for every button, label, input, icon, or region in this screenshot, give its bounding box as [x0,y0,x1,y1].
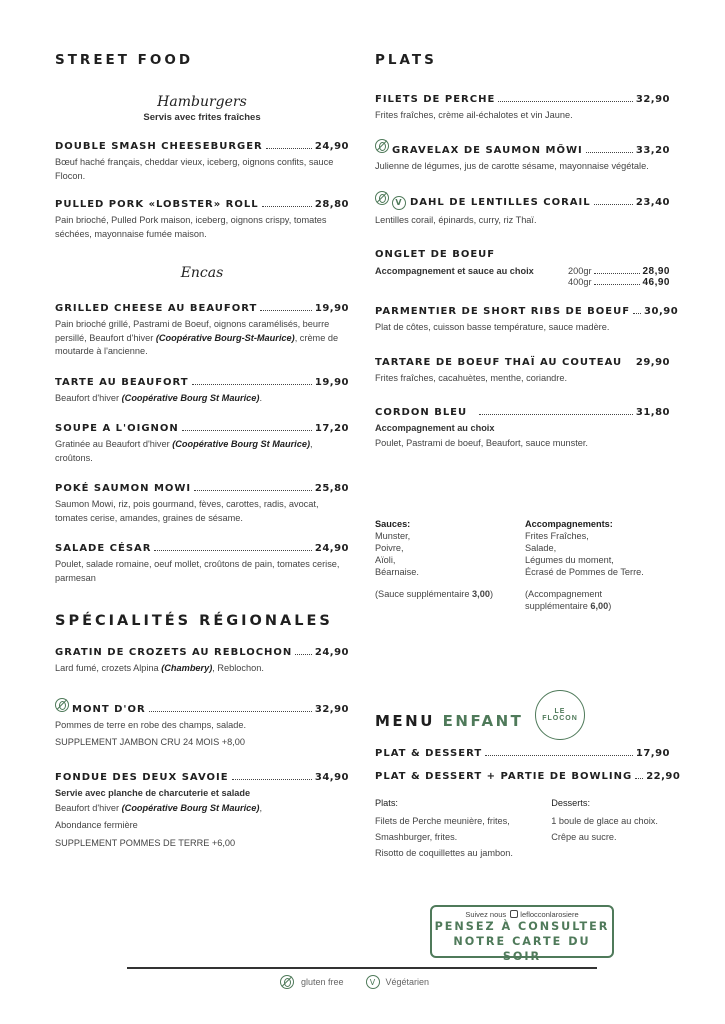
specialites-title: SPÉCIALITÉS RÉGIONALES [55,613,333,629]
sauces-section [375,518,675,612]
item-desc: Bœuf haché français, cheddar vieux, iceberg, oignons confits, sauce Flocon. [55,157,334,181]
item-price: 32,90 [635,94,670,105]
item-price: 24,90 [314,141,349,152]
sauces-title: Sauces: [375,519,411,529]
item-name: SOUPE A L'OIGNON [55,423,179,434]
leader-dots [635,778,643,779]
onglet-accompaniment: Accompagnement et sauce au choix [375,266,534,276]
sauce-item: Aïoli, [375,555,396,565]
accompagnement-supplement: (Accompagnement supplémentaire 6,00) [525,589,612,611]
menu-enfant-section [375,708,681,864]
item-price: 34,90 [314,771,349,783]
menu-item [375,771,681,782]
item-price: 17,90 [635,748,670,759]
leader-dots [262,206,312,207]
leader-dots [194,490,312,491]
menu-item [55,303,349,359]
item-price: 19,90 [314,303,349,314]
item-desc: Lard fumé, crozets Alpina (Chambery), Reblochon. [55,663,264,673]
enfant-desserts-title: Desserts: [551,798,591,808]
menu-enfant-choices [375,798,670,864]
item-desc: Poulet, salade romaine, oeuf mollet, croûtons de pain, tomates cerise, parmesan [55,559,340,583]
item-price: 24,90 [314,647,349,658]
instagram-icon [510,910,518,918]
leader-dots [594,284,641,285]
menu-item [375,748,670,759]
right-column [375,52,679,451]
instagram-handle: leflocconlarosiere [520,910,579,919]
item-desc: Frites fraîches, crème ail-échalotes et vin Jaune. [375,110,573,120]
onglet-weights [568,266,670,288]
menu-item [375,139,670,174]
footer-divider [127,967,597,969]
item-name: FILETS DE PERCHE [375,94,496,105]
item-note: Servie avec planche de charcuterie et salade [55,787,251,798]
menu-item [55,772,349,851]
item-name: CORDON BLEU [375,407,468,418]
item-price: 29,90 [635,356,670,368]
leader-dots [586,152,633,153]
menu-item [55,199,349,241]
menu-item [55,377,349,406]
menu-item [55,698,349,750]
leader-dots [594,204,633,205]
sauce-supplement: (Sauce supplémentaire 3,00) [375,589,493,599]
vegetarian-icon: V [392,196,406,210]
item-price: 25,80 [314,483,349,494]
item-desc: Pain brioché grillé, Pastrami de Boeuf, oignons caramélisés, beurre persillé, Beaufort d'hiver (Coopérative Bourg-St-Maurice), crème de moutarde à l'ancienne. [55,319,339,356]
item-name: GRILLED CHEESE AU BEAUFORT [55,303,258,314]
item-price: 17,20 [314,423,349,434]
item-name: SALADE CÉSAR [55,543,152,554]
menu-item [55,647,349,676]
vegetarian-icon: V [366,975,380,989]
sauce-item: Munster, [375,531,411,541]
weight-price: 46,90 [642,277,670,288]
item-price: 22,90 [646,771,681,782]
gluten-free-icon [55,698,69,712]
leader-dots [149,711,312,712]
enfant-plats [375,798,551,864]
street-food-title: STREET FOOD [55,52,194,68]
left-column [55,52,349,850]
item-name: PARMENTIER DE SHORT RIBS DE BOEUF [375,306,631,317]
item-desc: Plat de côtes, cuisson basse température, sauce madère. [375,322,610,332]
enfant-plat-item: Smashburger, frites. [375,832,458,842]
weight-label: 200gr [568,266,592,276]
sauces-list [375,518,525,612]
item-name: MONT D'OR [72,703,146,715]
hamburgers-note: Servis avec frites fraîches [143,112,261,123]
item-price: 28,80 [314,199,349,210]
enfant-plat-item: Risotto de coquillettes au jambon. [375,848,513,858]
menu-item [55,543,349,585]
sauce-item: Béarnaise. [375,567,419,577]
leader-dots [479,414,633,415]
enfant-dessert-item: Crêpe au sucre. [551,832,617,842]
item-name: DAHL DE LENTILLES CORAIL [410,197,591,208]
enfant-desserts [551,798,670,864]
item-note: Accompagnement au choix [375,423,495,433]
menu-item [375,306,679,335]
legend-vegetarien: Végétarien [385,977,430,987]
menu-enfant-title: MENU ENFANT [375,712,524,730]
menu-item [375,94,670,123]
gluten-free-icon [375,191,389,205]
onglet-options [375,266,670,288]
item-name: TARTARE DE BOEUF THAÏ AU COUTEAU [375,356,623,368]
item-price: 23,40 [635,197,670,208]
item-desc: Gratinée au Beaufort d'hiver (Coopérative Bourg St Maurice), croûtons. [55,439,313,463]
item-name: GRAVELAX DE SAUMON MÕWI [392,144,583,156]
item-name: PLAT & DESSERT [375,748,483,759]
leader-dots [260,310,312,311]
item-supplement: SUPPLEMENT POMMES DE TERRE +6,00 [55,837,236,848]
menu-item [55,483,349,525]
item-desc: Pommes de terre en robe des champs, salade. [55,719,246,730]
leader-dots [232,779,312,780]
accompagnement-item: Salade, [525,543,557,553]
accompagnements-title: Accompagnements: [525,519,613,529]
item-name: DOUBLE SMASH CHEESEBURGER [55,141,263,152]
menu-item [375,191,670,227]
accompagnement-item: Écrasé de Pommes de Terre. [525,567,644,577]
item-price: 33,20 [635,144,670,156]
item-desc: Julienne de légumes, jus de carotte sésame, mayonnaise végétale. [375,160,649,171]
item-price: 24,90 [314,543,349,554]
leader-dots [498,101,633,102]
menu-item [55,141,349,183]
sauce-item: Poivre, [375,543,404,553]
carte-du-soir-box [430,905,614,963]
leader-dots [154,550,311,551]
item-desc: Beaufort d'hiver (Coopérative Bourg St Maurice). [55,392,263,403]
gluten-free-icon [280,975,294,989]
item-desc: Beaufort d'hiver (Coopérative Bourg St Maurice), [55,802,263,813]
instagram-follow: Suivez nous leflocconlarosiere [465,910,579,919]
menu-item [375,249,670,288]
le-flocon-logo: LE FLOCON [535,690,585,740]
item-name: TARTE AU BEAUFORT [55,376,189,388]
consult-line-2: NOTRE CARTE DU SOIR [453,935,591,963]
item-desc: Saumon Mowi, riz, pois gourmand, fèves, carottes, radis, avocat, tomates cerise, amandes, graines de sésame. [55,499,319,523]
item-price: 31,80 [635,407,670,418]
menu-item [375,407,670,451]
item-name: FONDUE DES DEUX SAVOIE [55,771,229,783]
encas-title: Encas [180,265,224,281]
plats-title: PLATS [375,52,437,68]
item-name: GRATIN DE CROZETS AU REBLOCHON [55,647,293,658]
accompagnements-list [525,518,675,612]
weight-price: 28,90 [642,266,670,277]
gluten-free-icon [375,139,389,153]
item-desc: Lentilles corail, épinards, curry, riz Thaï. [375,214,537,225]
item-name: ONGLET DE BOEUF [375,249,496,260]
enfant-plats-title: Plats: [375,798,398,808]
item-price: 32,90 [314,703,349,715]
leader-dots [266,148,312,149]
item-desc: Frites fraîches, cacahuètes, menthe, coriandre. [375,372,568,383]
leader-dots [594,273,641,274]
legend [280,975,429,989]
menu-item [55,423,349,465]
leader-dots [182,430,312,431]
hamburgers-title: Hamburgers [157,94,247,110]
enfant-plat-item: Filets de Perche meunière, frites, [375,816,510,826]
item-name: PLAT & DESSERT + PARTIE DE BOWLING [375,771,633,782]
legend-gluten-free: gluten free [301,977,344,987]
item-desc-line2: Abondance fermière [55,820,138,830]
item-desc: Pain brioché, Pulled Pork maison, iceberg, oignons crispy, tomates séchées, mayonnaise fumée maison. [55,215,327,239]
item-price: 19,90 [314,376,349,388]
item-name: POKÉ SAUMON MOWI [55,483,192,494]
leader-dots [295,654,312,655]
enfant-dessert-item: 1 boule de glace au choix. [551,816,658,826]
item-supplement: SUPPLEMENT JAMBON CRU 24 MOIS +8,00 [55,737,246,747]
consult-line-1: PENSEZ À CONSULTER [434,920,610,933]
weight-label: 400gr [568,277,592,287]
leader-dots [485,755,633,756]
item-price: 30,90 [644,306,679,317]
menu-item [375,357,670,386]
accompagnement-item: Frites Fraîches, [525,531,589,541]
leader-dots [192,384,312,385]
item-desc: Poulet, Pastrami de boeuf, Beaufort, sauce munster. [375,438,588,448]
item-name: PULLED PORK «LOBSTER» ROLL [55,199,259,210]
accompagnement-item: Légumes du moment, [525,555,614,565]
leader-dots [633,313,641,314]
